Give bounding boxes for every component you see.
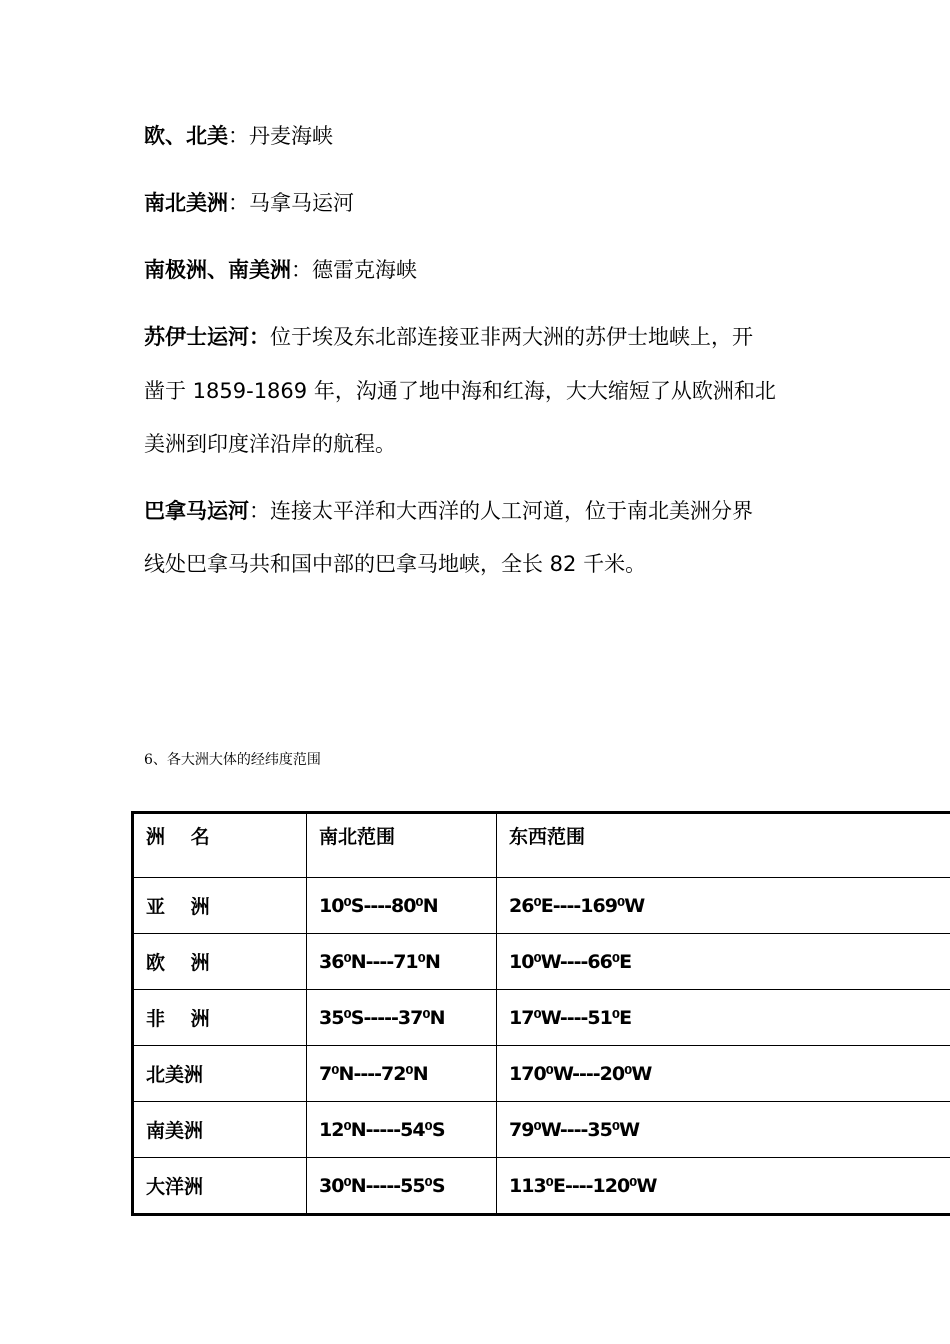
suez-term: 苏伊士运河：	[144, 325, 270, 349]
strait-term: 欧、北美	[144, 124, 228, 148]
continent-range-table	[131, 811, 950, 1216]
table-row	[133, 934, 950, 990]
continent-name: 欧 洲	[133, 934, 307, 990]
panama-term: 巴拿马运河	[144, 499, 249, 523]
separator: ：	[228, 191, 249, 215]
panama-line-2	[144, 550, 646, 578]
longitude-range: 79⁰W----35⁰W	[497, 1102, 950, 1158]
continent-name: 大洋洲	[133, 1158, 307, 1215]
strait-desc: 马拿马运河	[249, 191, 354, 215]
table-header-row	[133, 813, 950, 878]
strait-term: 南极洲、南美洲	[144, 258, 291, 282]
strait-desc: 丹麦海峡	[249, 124, 333, 148]
longitude-range: 170⁰W----20⁰W	[497, 1046, 950, 1102]
suez-line-1	[144, 323, 753, 351]
longitude-range: 26⁰E----169⁰W	[497, 878, 950, 934]
table-row	[133, 1158, 950, 1215]
table-caption: 6、各大洲大体的经纬度范围	[144, 752, 321, 768]
suez-text-1: 位于埃及东北部连接亚非两大洲的苏伊士地峡上，开	[270, 325, 753, 349]
header-longitude-range: 东西范围	[497, 813, 950, 878]
latitude-range: 10⁰S----80⁰N	[307, 878, 497, 934]
panama-text-2: 线处巴拿马共和国中部的巴拿马地峡，全长 82 千米。	[144, 552, 647, 576]
latitude-range: 30⁰N-----55⁰S	[307, 1158, 497, 1215]
table-row	[133, 1102, 950, 1158]
suez-line-2	[144, 377, 776, 405]
longitude-range: 10⁰W----66⁰E	[497, 934, 950, 990]
panama-text-1: 连接太平洋和大西洋的人工河道，位于南北美洲分界	[270, 499, 753, 523]
strait-desc: 德雷克海峡	[312, 258, 417, 282]
table-row	[133, 1046, 950, 1102]
panama-line-1	[144, 497, 753, 525]
suez-text-3: 美洲到印度洋沿岸的航程。	[144, 432, 396, 456]
continent-name: 南美洲	[133, 1102, 307, 1158]
header-latitude-range: 南北范围	[307, 813, 497, 878]
separator: ：	[249, 499, 270, 523]
latitude-range: 12⁰N-----54⁰S	[307, 1102, 497, 1158]
longitude-range: 17⁰W----51⁰E	[497, 990, 950, 1046]
strait-term: 南北美洲	[144, 191, 228, 215]
continent-name: 北美洲	[133, 1046, 307, 1102]
continent-name: 亚 洲	[133, 878, 307, 934]
continent-name: 非 洲	[133, 990, 307, 1046]
table-row	[133, 990, 950, 1046]
latitude-range: 35⁰S-----37⁰N	[307, 990, 497, 1046]
separator: ：	[228, 124, 249, 148]
strait-line-antarctica-south-america	[144, 256, 417, 284]
separator: ：	[291, 258, 312, 282]
header-continent: 洲 名	[133, 813, 307, 878]
longitude-range: 113⁰E----120⁰W	[497, 1158, 950, 1215]
table-row	[133, 878, 950, 934]
latitude-range: 7⁰N----72⁰N	[307, 1046, 497, 1102]
suez-text-2: 凿于 1859-1869 年，沟通了地中海和红海，大大缩短了从欧洲和北	[144, 379, 776, 403]
latitude-range: 36⁰N----71⁰N	[307, 934, 497, 990]
strait-line-europe-north-america	[144, 122, 333, 150]
strait-line-north-south-america	[144, 189, 354, 217]
suez-line-3	[144, 430, 396, 458]
